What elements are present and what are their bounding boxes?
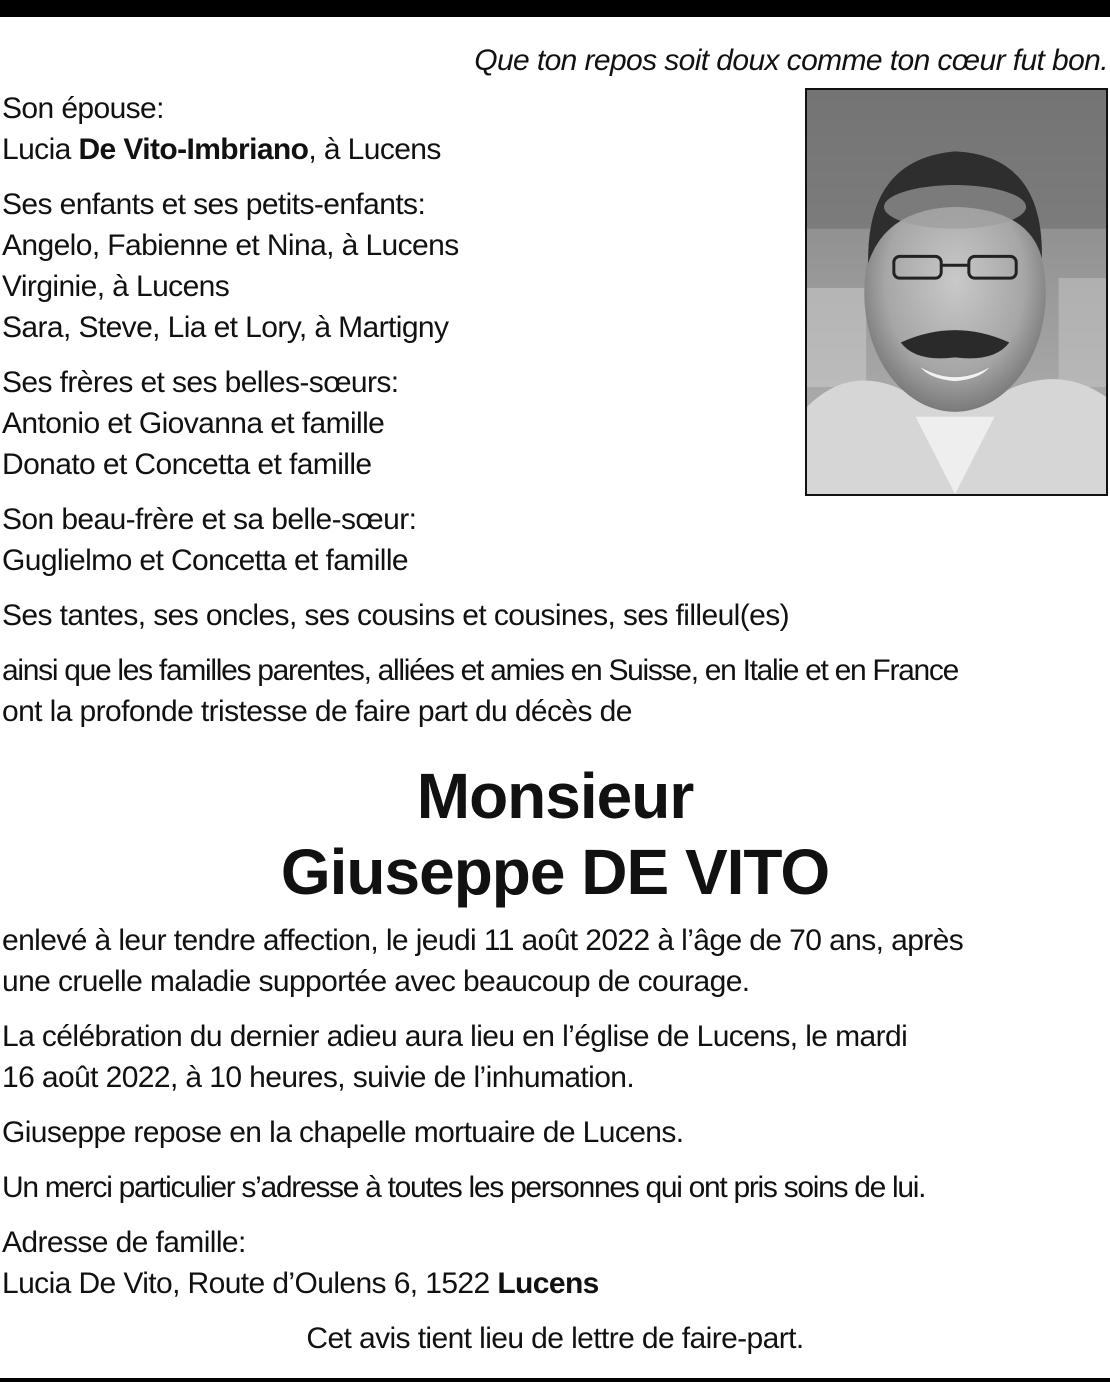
siblings-line: Donato et Concetta et famille [2,448,372,481]
death-text-line: enlevé à leur tendre affection, le jeudi 11 août 2022 à l’âge de 70 ans, après [2,924,964,957]
top-border [0,0,1110,17]
ceremony-text-line: La célébration du dernier adieu aura lieu en l’église de Lucens, le mardi [2,1020,908,1053]
inlaws-label: Son beau-frère et sa belle-sœur: [2,503,417,536]
families-section [2,650,1108,732]
notice-text: Cet avis tient lieu de lettre de faire-part. [306,1322,804,1355]
ceremony-text [2,1016,1108,1098]
children-line: Virginie, à Lucens [2,270,230,303]
bottom-border [0,1378,1110,1382]
rest-text: Giuseppe repose en la chapelle mortuaire de Lucens. [2,1116,684,1149]
children-line: Angelo, Fabienne et Nina, à Lucens [2,229,459,262]
deceased-title: Monsieur [416,760,694,832]
deceased-name-block [2,758,1108,910]
siblings-line: Antonio et Giovanna et famille [2,407,385,440]
relatives-line: Ses tantes, ses oncles, ses cousins et cousines, ses filleul(es) [2,599,789,632]
spouse-first-name: Lucia [2,133,71,166]
deceased-name: Giuseppe DE VITO [280,836,830,908]
death-text [2,920,1108,1002]
portrait-photo [805,88,1108,496]
address-label: Adresse de famille: [2,1226,246,1259]
epigraph-quote: Que ton repos soit doux comme ton cœur fut bon. [474,44,1108,77]
address-line [2,1263,1108,1304]
obituary-notice [2,38,1108,1359]
spouse-surname: De Vito-Imbriano [78,133,309,166]
inlaws-section [2,499,1108,581]
families-line: ainsi que les familles parentes, alliées et amies en Suisse, en Italie et en France [2,654,959,687]
address-section [2,1222,1108,1304]
spouse-label: Son épouse: [2,92,164,125]
inlaws-line: Guglielmo et Concetta et famille [2,544,409,577]
children-label: Ses enfants et ses petits-enfants: [2,188,426,221]
families-line: ont la profonde tristesse de faire part du décès de [2,695,632,728]
spouse-place: , à Lucens [308,133,441,166]
death-text-line: une cruelle maladie supportée avec beaucoup de courage. [2,965,750,998]
ceremony-text-line: 16 août 2022, à 10 heures, suivie de l’inhumation. [2,1061,635,1094]
address-street: Lucia De Vito, Route d’Oulens 6, 1522 [2,1267,498,1300]
children-line: Sara, Steve, Lia et Lory, à Martigny [2,311,449,344]
siblings-label: Ses frères et ses belles-sœurs: [2,366,399,399]
thanks-text: Un merci particulier s’adresse à toutes les personnes qui ont pris soins de lui. [2,1171,926,1204]
family-block [2,88,1108,581]
address-city: Lucens [497,1267,599,1300]
